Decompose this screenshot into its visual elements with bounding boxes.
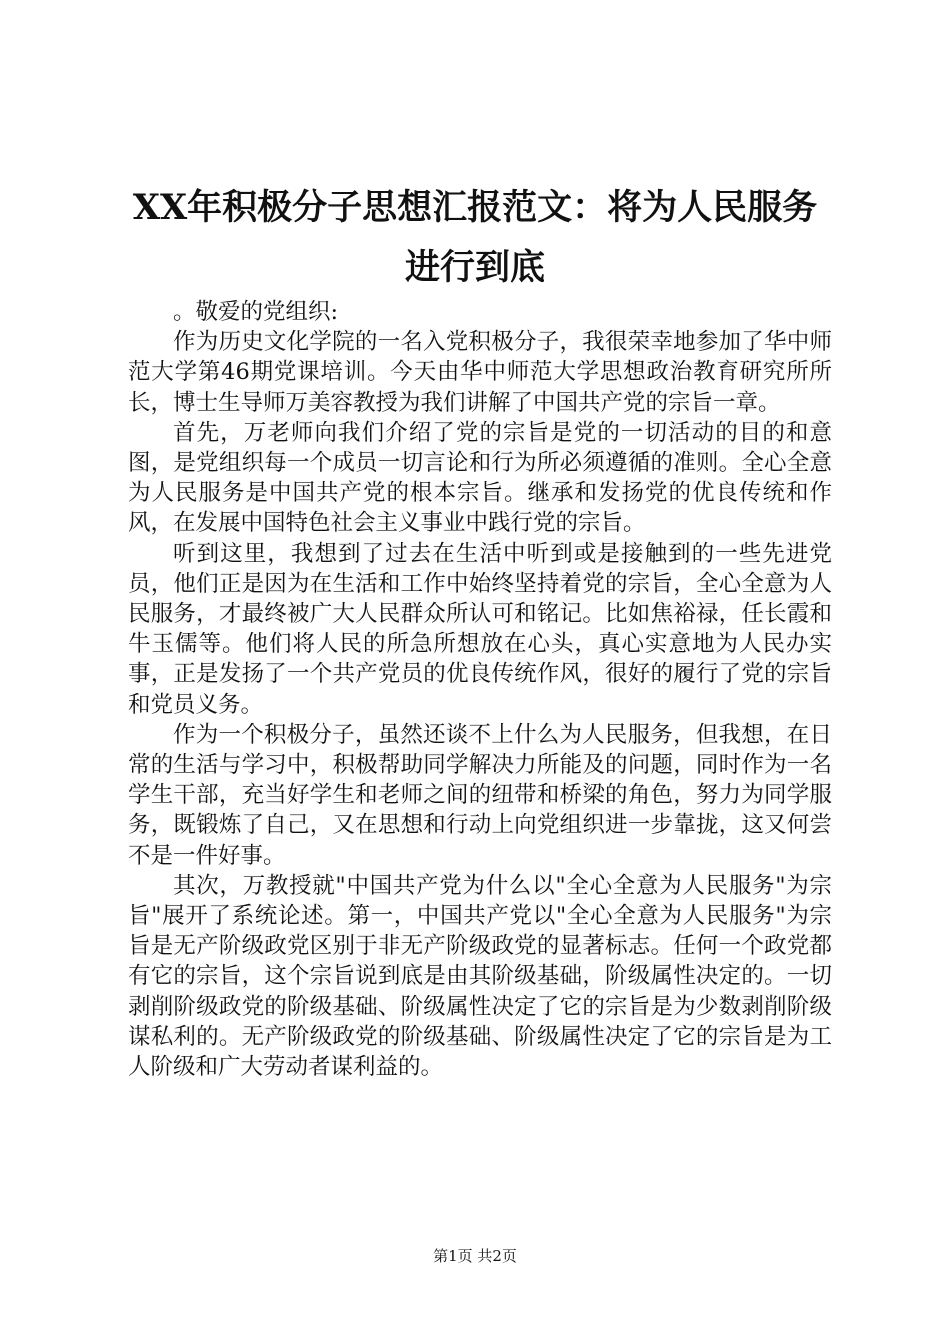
paragraph-3: 听到这里，我想到了过去在生活中听到或是接触到的一些先进党员，他们正是因为在生活和工作中始终坚持着党的宗旨，全心全意为人民服务，才最终被广大人民群众所认可和铭记。比如焦裕禄，任长霞和牛玉儒等。他们将人民的所急所想放在心头，真心实意地为人民办实事，正是发扬了一个共产党员的优良传统作风，很好的履行了党的宗旨和党员义务。 <box>128 540 832 718</box>
page-number-footer: 第1页 共2页 <box>433 1247 517 1265</box>
paragraph-5: 其次，万教授就"中国共产党为什么以"全心全意为人民服务"为宗旨"展开了系统论述。第一，中国共产党以"全心全意为人民服务"为宗旨是无产阶级政党区别于非无产阶级政党的显著标志。任何一个政党都有它的宗旨，这个宗旨说到底是由其阶级基础，阶级属性决定的。一切剥削阶级政党的阶级基础、阶级属性决定了它的宗旨是为少数剥削阶级谋私利的。无产阶级政党的阶级基础、阶级属性决定了它的宗旨是为工人阶级和广大劳动者谋利益的。 <box>128 872 832 1081</box>
salutation: 。敬爱的党组织: <box>173 299 339 325</box>
paragraph-2: 首先，万老师向我们介绍了党的宗旨是党的一切活动的目的和意图，是党组织每一个成员一切言论和行为所必须遵循的准则。全心全意为人民服务是中国共产党的根本宗旨。继承和发扬党的优良传统和作风，在发展中国特色社会主义事业中践行党的宗旨。 <box>128 419 832 537</box>
title-line-2: 进行到底 <box>404 247 545 288</box>
paragraph-4: 作为一个积极分子，虽然还谈不上什么为人民服务，但我想，在日常的生活与学习中，积极帮助同学解决力所能及的问题，同时作为一名学生干部，充当好学生和老师之间的纽带和桥梁的角色，努力为同学服务，既锻炼了自己，又在思想和行动上向党组织进一步靠拢，这又何尝不是一件好事。 <box>128 721 832 869</box>
document-title <box>120 178 830 298</box>
paragraph-1: 作为历史文化学院的一名入党积极分子，我很荣幸地参加了华中师范大学第46期党课培训。今天由华中师范大学思想政治教育研究所所长，博士生导师万美容教授为我们讲解了中国共产党的宗旨一章。 <box>128 329 832 416</box>
title-line-1: XX年积极分子思想汇报范文：将为人民服务 <box>132 187 818 228</box>
document-body <box>128 297 832 1082</box>
